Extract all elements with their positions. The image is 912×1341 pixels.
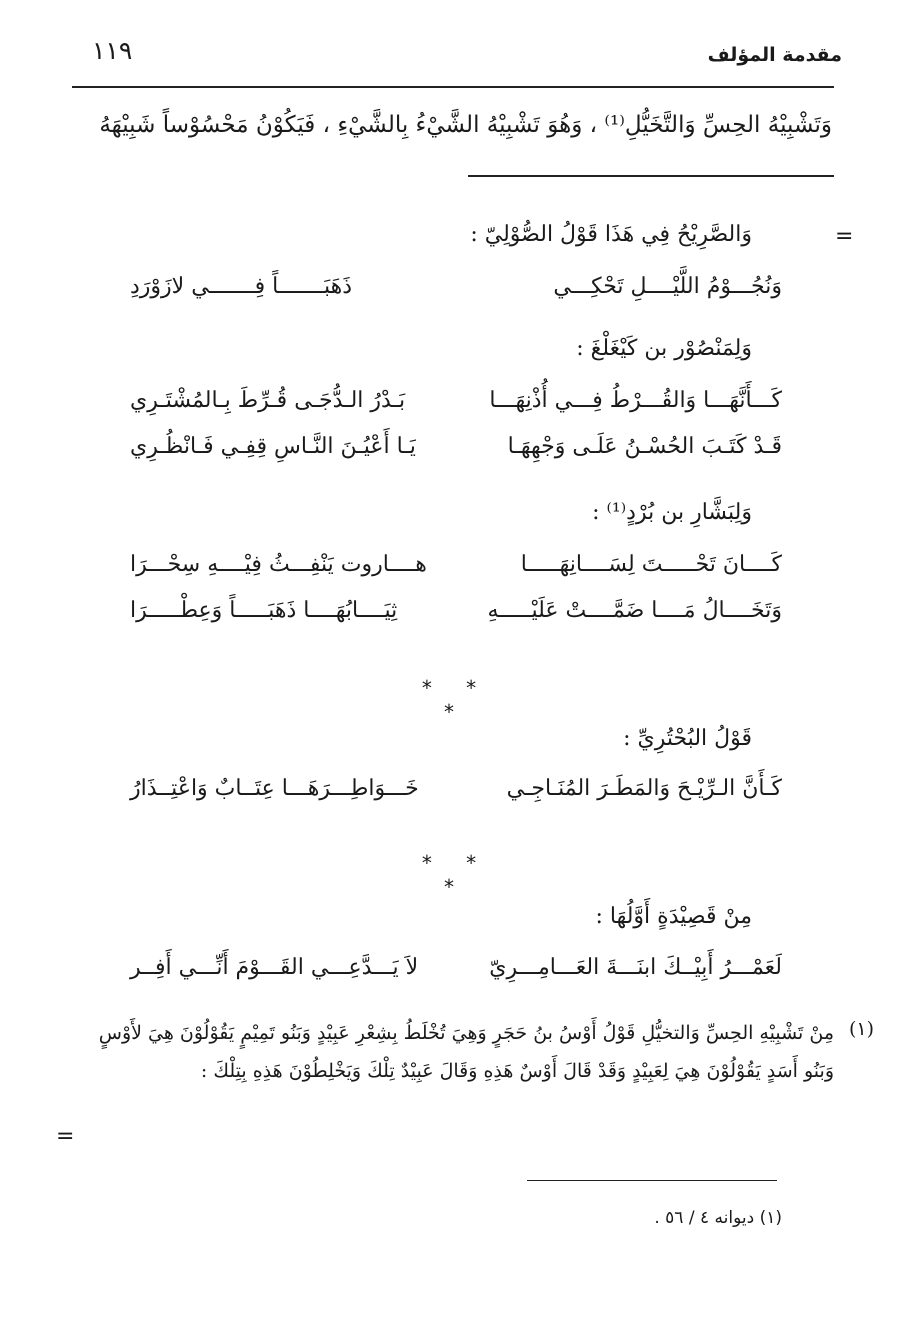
verse-hemistich-right: وَنُجُـــوْمُ اللَّيْــــلِ تَحْكِـــي [553,274,782,299]
section-separator: * * * [421,676,491,724]
section-heading-mansur: وَلِمَنْصُوْر بن كَيْغَلْغَ : [576,336,752,361]
verse-hemistich-left: يَـا أَعْيُـنَ النَّـاسِ قِفِـي فَـانْظُـرِي [130,434,416,459]
section-heading-bashar: وَلِبَشَّارِ بن بُرْدٍ⁽¹⁾ : [592,500,752,525]
header-rule [72,86,834,88]
verse-hemistich-left: بَـدْرُ الـدُّجَـى قُـرِّطَ بِـالمُشْتَـرِي [130,388,406,413]
intro-rule [468,175,834,177]
verse-hemistich-left: خَـــوَاطِـــرَهَـــا عِتَــابٌ وَاعْتِــذَارُ [130,776,419,801]
section-heading-qasida: مِنْ قَصِيْدَةٍ أَوَّلُهَا : [595,904,752,929]
verse-hemistich-right: لَعَمْـــرُ أَبِيْــكَ ابنَـــةَ العَـــامِـــرِيّ [489,955,782,980]
verse-hemistich-left: هــــاروت يَنْفِـــثُ فِيْــــهِ سِحْـــرَا [130,552,427,577]
verse-hemistich-left: ثِيَــــابُهَــــا ذَهَبَـــــاً وَعِطْـــــرَا [130,598,398,623]
footnote: (١) ديوانه ٤ / ٥٦ . [654,1208,782,1228]
verse-hemistich-right: كَــــانَ تَحْـــــتَ لِسَــــانِهَـــــا [520,552,782,577]
intro-line: وَتَشْبِيْهُ الحِسِّ وَالتَّخَيُّلِ⁽¹⁾ ، وَهُوَ تَشْبِيْهُ الشَّيْءُ بِالشَّيْءِ ، فَيَكُوْنُ مَحْسُوْساً شَبِيْهَهُ [99,112,832,138]
verse-hemistich-right: كَـأَنَّ الـرِّيْـحَ وَالمَطَـرَ المُنَـاجِـي [506,776,782,801]
verse-hemistich-right: وَتَخَــــالُ مَــــا ضَمَّــــتْ عَلَيْـــــهِ [487,598,782,623]
section-heading-buhturi: قَوْلُ البُحْتُرِيِّ : [623,726,752,751]
verse-hemistich-right: قَـدْ كَتَـبَ الحُسْـنُ عَلَـى وَجْهِهَـا [507,434,782,459]
verse-hemistich-right: كَـــأَنَّهَـــا وَالقُـــرْطُ فِـــي أُذْنِهَـــا [489,388,782,413]
header-title: مقدمة المؤلف [707,44,842,66]
page-number: ١١٩ [92,36,133,65]
verse-hemistich-left: ذَهَبَـــــــاً فِـــــــي لازَوْرَدِ [130,274,353,299]
verse-hemistich-left: لاَ يَـــدَّعِـــي القَـــوْمَ أَنِّـــي أَفِــر [130,955,419,980]
section-heading-suli: وَالصَّرِيْحُ فِي هَذَا قَوْلُ الصُّوْلِيّ : [470,222,752,247]
note-text: مِنْ تَشْبِيْهِ الحِسِّ وَالتخيُّلِ قَوْلُ أَوْسُ بنُ حَجَرٍ وَهِيَ تُخْلَطُ بِشِعْرِ عَبِيْدٍ وَبَنُو تَمِيْمٍ يَقُوْلُوْنَ هِيَ لأَوْسٍ وَبَنُو أَسَدٍ يَقُوْلُوْنَ هِيَ لِعَبِيْدٍ وَقَدْ قَالَ أَوْسٌ هَذِهِ وَقَالَ عَبِيْدٌ تِلْكَ وَيَخْلِطُوْنَ هَذِهِ بِتِلْكَ : [98,1022,834,1082]
margin-mark: = [835,224,854,249]
section-separator: * * * [421,851,491,899]
margin-mark: = [56,1124,75,1149]
note-number: (١) [848,1018,874,1040]
footnote-rule [527,1180,777,1181]
